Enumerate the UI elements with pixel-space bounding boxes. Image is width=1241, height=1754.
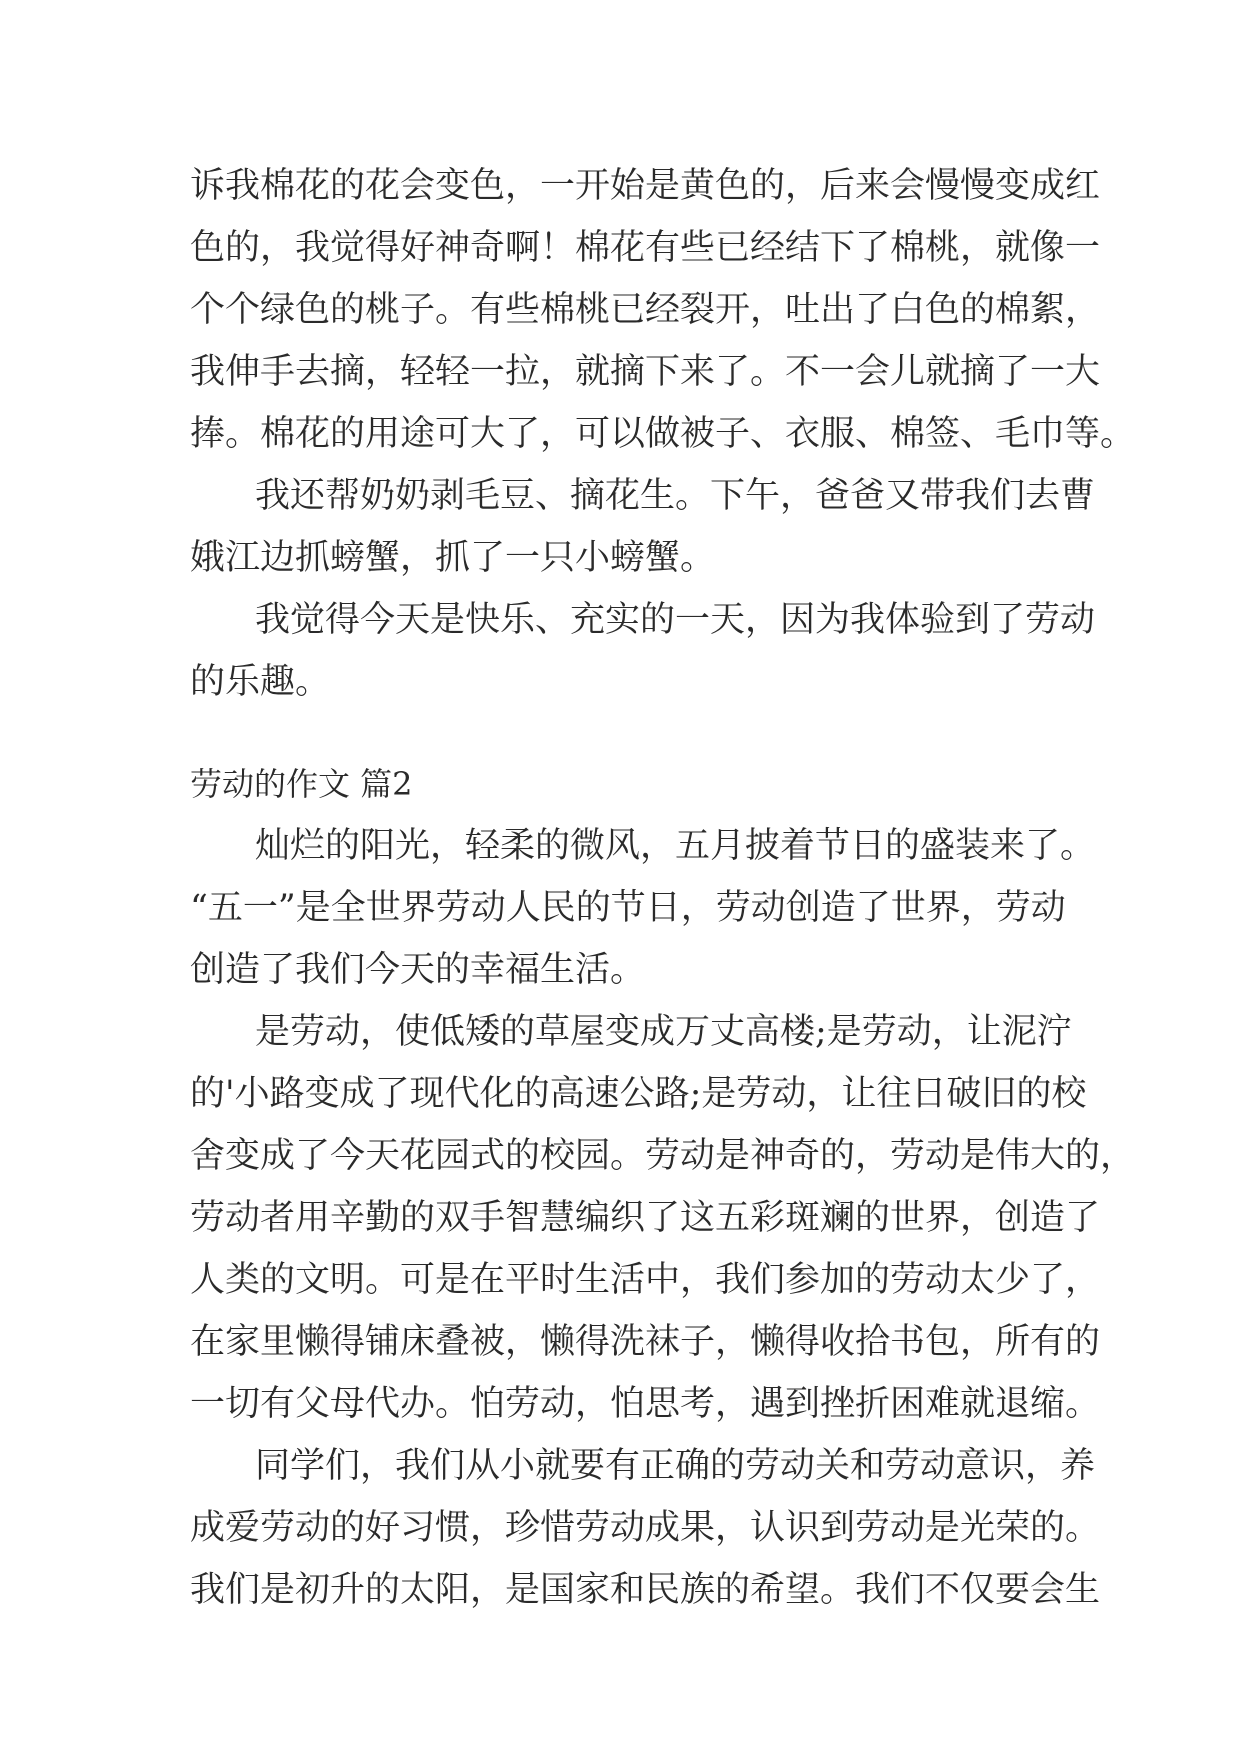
text-line: 个个绿色的桃子。有些棉桃已经裂开，吐出了白色的棉絮， <box>190 290 1101 330</box>
text-line: 人类的文明。可是在平时生活中，我们参加的劳动太少了， <box>190 1260 1101 1300</box>
text-line: “五一”是全世界劳动人民的节日，劳动创造了世界，劳动 <box>190 888 1066 928</box>
text-line: 创造了我们今天的幸福生活。 <box>190 950 646 990</box>
paragraph-start-line: 同学们，我们从小就要有正确的劳动关和劳动意识，养 <box>255 1446 1096 1486</box>
text-line: 我们是初升的太阳，是国家和民族的希望。我们不仅要会生 <box>190 1570 1101 1610</box>
text-line: 捧。棉花的用途可大了，可以做被子、衣服、棉签、毛巾等。 <box>190 414 1136 454</box>
paragraph-start-line: 我还帮奶奶剥毛豆、摘花生。下午，爸爸又带我们去曹 <box>255 476 1096 516</box>
text-line: 成爱劳动的好习惯，珍惜劳动成果，认识到劳动是光荣的。 <box>190 1508 1101 1548</box>
text-line: 的乐趣。 <box>190 662 331 702</box>
paragraph-start-line: 是劳动，使低矮的草屋变成万丈高楼;是劳动，让泥泞 <box>255 1012 1072 1052</box>
text-line: 在家里懒得铺床叠被，懒得洗袜子，懒得收拾书包，所有的 <box>190 1322 1101 1362</box>
text-line: 的'小路变成了现代化的高速公路;是劳动，让往日破旧的校 <box>190 1074 1087 1114</box>
text-line: 色的，我觉得好神奇啊！棉花有些已经结下了棉桃，就像一 <box>190 228 1101 268</box>
text-line: 我伸手去摘，轻轻一拉，就摘下来了。不一会儿就摘了一大 <box>190 352 1101 392</box>
text-line: 劳动者用辛勤的双手智慧编织了这五彩斑斓的世界，创造了 <box>190 1198 1101 1238</box>
paragraph-start-line: 灿烂的阳光，轻柔的微风，五月披着节日的盛装来了。 <box>255 826 1096 866</box>
text-line: 舍变成了今天花园式的校园。劳动是神奇的，劳动是伟大的， <box>190 1136 1136 1176</box>
text-line: 诉我棉花的花会变色，一开始是黄色的，后来会慢慢变成红 <box>190 166 1101 206</box>
paragraph-start-line: 我觉得今天是快乐、充实的一天，因为我体验到了劳动 <box>255 600 1096 640</box>
text-line: 一切有父母代办。怕劳动，怕思考，遇到挫折困难就退缩。 <box>190 1384 1101 1424</box>
text-line: 娥江边抓螃蟹，抓了一只小螃蟹。 <box>190 538 716 578</box>
section-heading: 劳动的作文 篇2 <box>190 765 413 803</box>
